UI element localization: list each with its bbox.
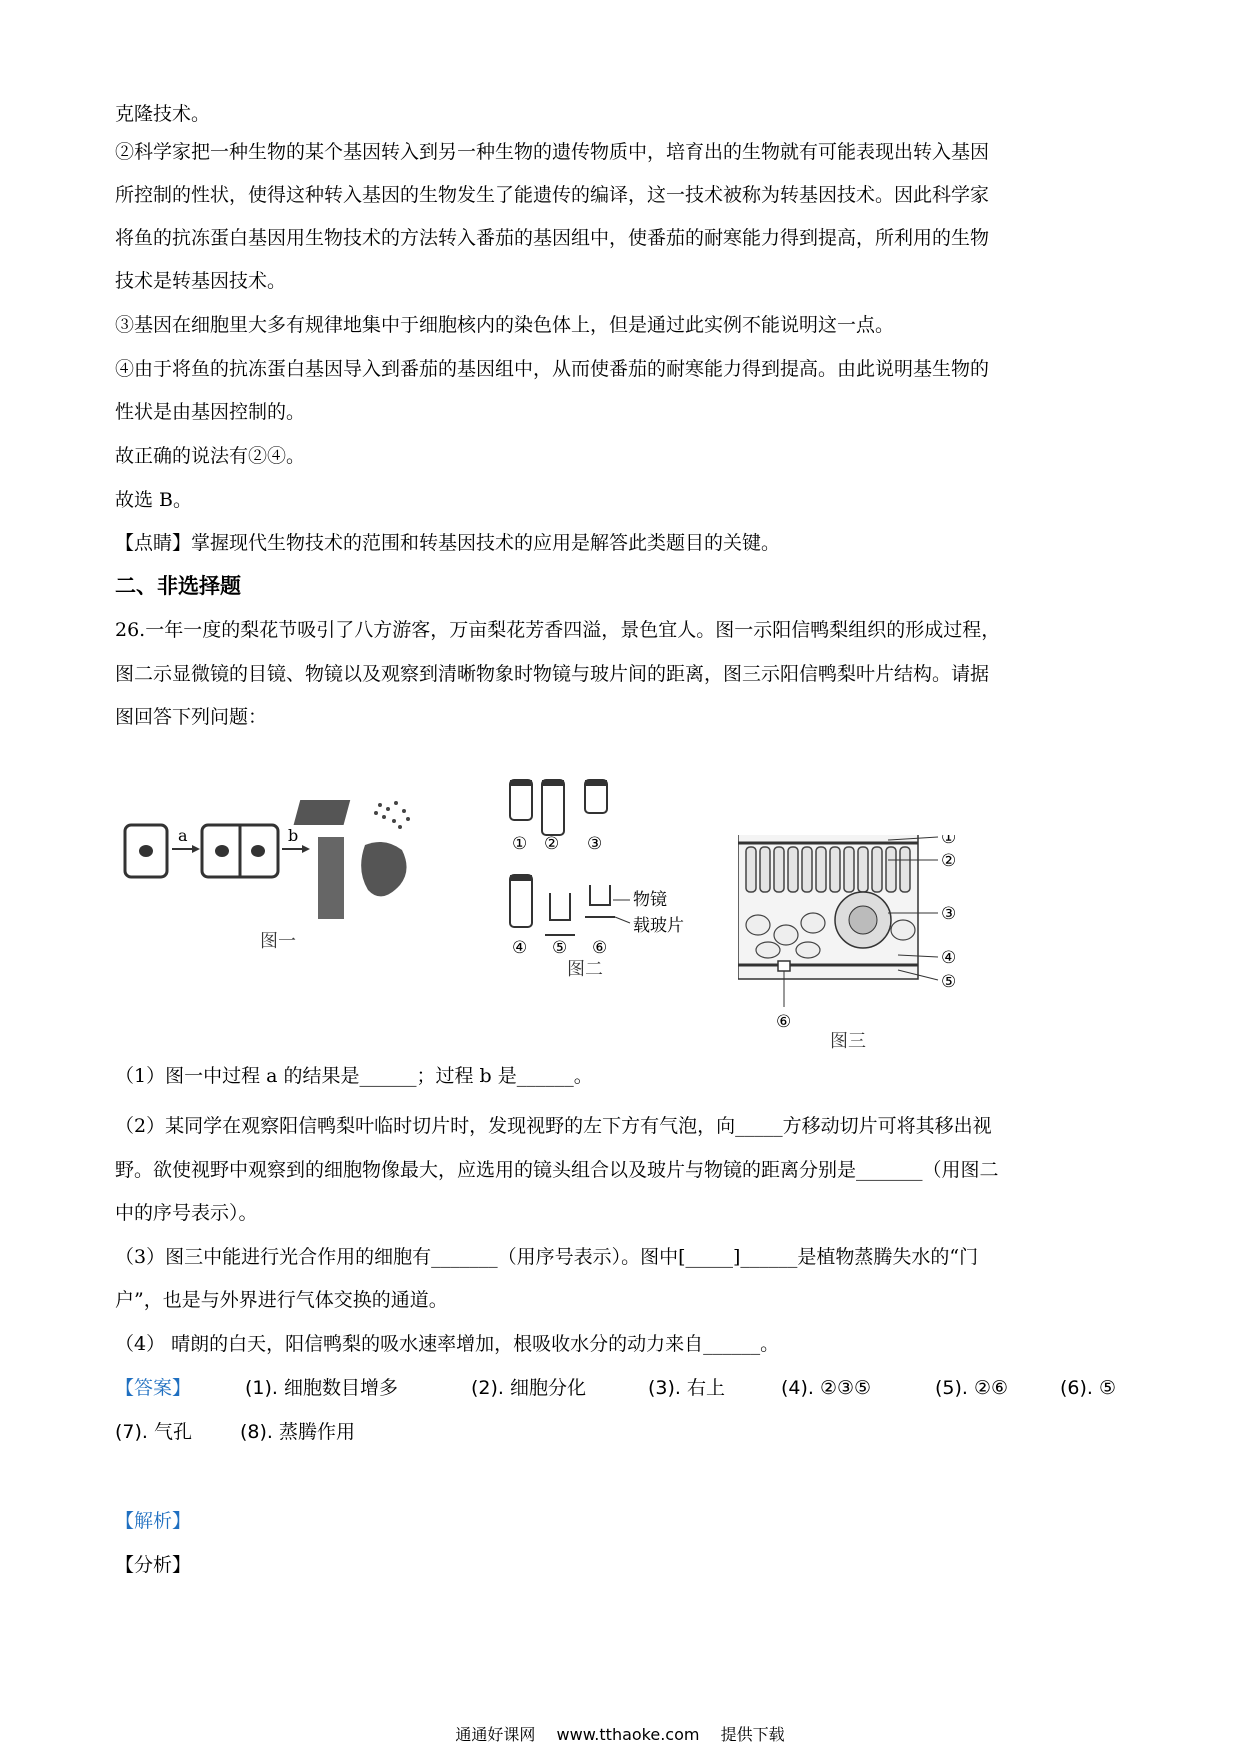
- objective-label: 物镜: [633, 890, 667, 910]
- answer-item: (4). ②③⑤: [781, 1377, 872, 1399]
- answer-item: (2). 细胞分化: [471, 1377, 586, 1399]
- page-footer: [0, 1722, 1240, 1745]
- label-a: a: [178, 826, 188, 845]
- text-line: ②科学家把一种生物的某个基因转入到另一种生物的遗传物质中，培育出的生物就有可能表现出转入基因: [115, 141, 990, 163]
- answer-label: 【答案】: [115, 1377, 192, 1399]
- text-line: 所控制的性状，使得这种转入基因的生物发生了能遗传的编译，这一技术被称为转基因技术。因此科学家: [115, 184, 990, 206]
- figure-3: [738, 835, 978, 1065]
- text-line: 【点睛】掌握现代生物技术的范围和转基因技术的应用是解答此类题目的关键。: [115, 532, 781, 554]
- answer-item: (1). 细胞数目增多: [245, 1377, 398, 1399]
- text-line: ④由于将鱼的抗冻蛋白基因导入到番茄的基因组中，从而使番茄的耐寒能力得到提高。由此说明基生物的: [115, 358, 990, 380]
- subquestion-line: 中的序号表示）。: [115, 1202, 258, 1224]
- text-line: 技术是转基因技术。: [115, 270, 287, 292]
- question-line: 26.一年一度的梨花节吸引了八方游客，万亩梨花芳香四溢，景色宜人。图一示阳信鸭梨组织的形成过程，: [115, 619, 1001, 641]
- figure-2: [505, 745, 725, 980]
- footer-url[interactable]: www.tthaoke.com: [556, 1725, 700, 1744]
- answer-row: [115, 1375, 1135, 1401]
- answer-item: (3). 右上: [648, 1377, 725, 1399]
- question-line: 图回答下列问题：: [115, 706, 268, 728]
- label-b: b: [288, 826, 299, 845]
- fig2-num: ⑤: [552, 938, 568, 958]
- analysis-label: 【解析】: [115, 1510, 192, 1532]
- fig2-num: ⑥: [592, 938, 608, 958]
- figure-2-drawing: [505, 745, 725, 975]
- fig3-num: ④: [941, 948, 957, 968]
- text-line: ③基因在细胞里大多有规律地集中于细胞核内的染色体上，但是通过此实例不能说明这一点。: [115, 314, 895, 336]
- subquestion-line: （4） 晴朗的白天，阳信鸭梨的吸水速率增加，根吸收水分的动力来自______。: [115, 1333, 780, 1355]
- slide-label: 载玻片: [633, 916, 684, 936]
- fig3-num: ⑤: [941, 972, 957, 992]
- footer-note: 提供下载: [720, 1725, 785, 1744]
- fig2-num: ④: [512, 938, 528, 958]
- fig3-num: ⑥: [776, 1012, 792, 1032]
- fig2-num: ③: [587, 834, 603, 854]
- figure-1: [120, 745, 460, 975]
- text-line: 故正确的说法有②④。: [115, 445, 306, 467]
- answer-item: (8). 蒸腾作用: [240, 1421, 355, 1443]
- question-line: 图二示显微镜的目镜、物镜以及观察到清晰物象时物镜与玻片间的距离，图三示阳信鸭梨叶片结构。请据: [115, 663, 990, 685]
- footer-site: 通通好课网: [455, 1725, 536, 1744]
- fig3-num: ③: [941, 904, 957, 924]
- analysis-sub-label: 【分析】: [115, 1554, 192, 1576]
- subquestion-line: （3）图三中能进行光合作用的细胞有_______（用序号表示）。图中[_____]______是植物蒸腾失水的“门: [115, 1246, 979, 1268]
- text-line: 故选 B。: [115, 489, 193, 511]
- answer-row: [115, 1419, 1135, 1445]
- subquestion-line: 野。欲使视野中观察到的细胞物像最大，应选用的镜头组合以及玻片与物镜的距离分别是_______（用图二: [115, 1159, 999, 1181]
- figure-3-caption: 图三: [830, 1031, 866, 1052]
- text-line: 性状是由基因控制的。: [115, 401, 306, 423]
- figure-2-caption: 图二: [567, 959, 603, 980]
- fig3-num: ②: [941, 851, 957, 871]
- fig2-num: ①: [512, 834, 528, 854]
- figure-1-caption: 图一: [260, 931, 296, 952]
- section-title: 二、非选择题: [115, 574, 241, 598]
- answer-item: (7). 气孔: [115, 1421, 192, 1443]
- fig2-num: ②: [544, 834, 560, 854]
- answer-item: (6). ⑤: [1060, 1377, 1117, 1399]
- answer-item: (5). ②⑥: [935, 1377, 1009, 1399]
- text-line: 克隆技术。: [115, 103, 211, 125]
- subquestion-line: （2）某同学在观察阳信鸭梨叶临时切片时，发现视野的左下方有气泡，向_____方移动切片可将其移出视: [115, 1115, 992, 1137]
- subquestion-line: （1）图一中过程 a 的结果是______；过程 b 是______。: [115, 1065, 593, 1087]
- fig3-num: ①: [941, 835, 957, 848]
- subquestion-line: 户”，也是与外界进行气体交换的通道。: [115, 1289, 448, 1311]
- text-line: 将鱼的抗冻蛋白基因用生物技术的方法转入番茄的基因组中，使番茄的耐寒能力得到提高，所利用的生物: [115, 227, 990, 249]
